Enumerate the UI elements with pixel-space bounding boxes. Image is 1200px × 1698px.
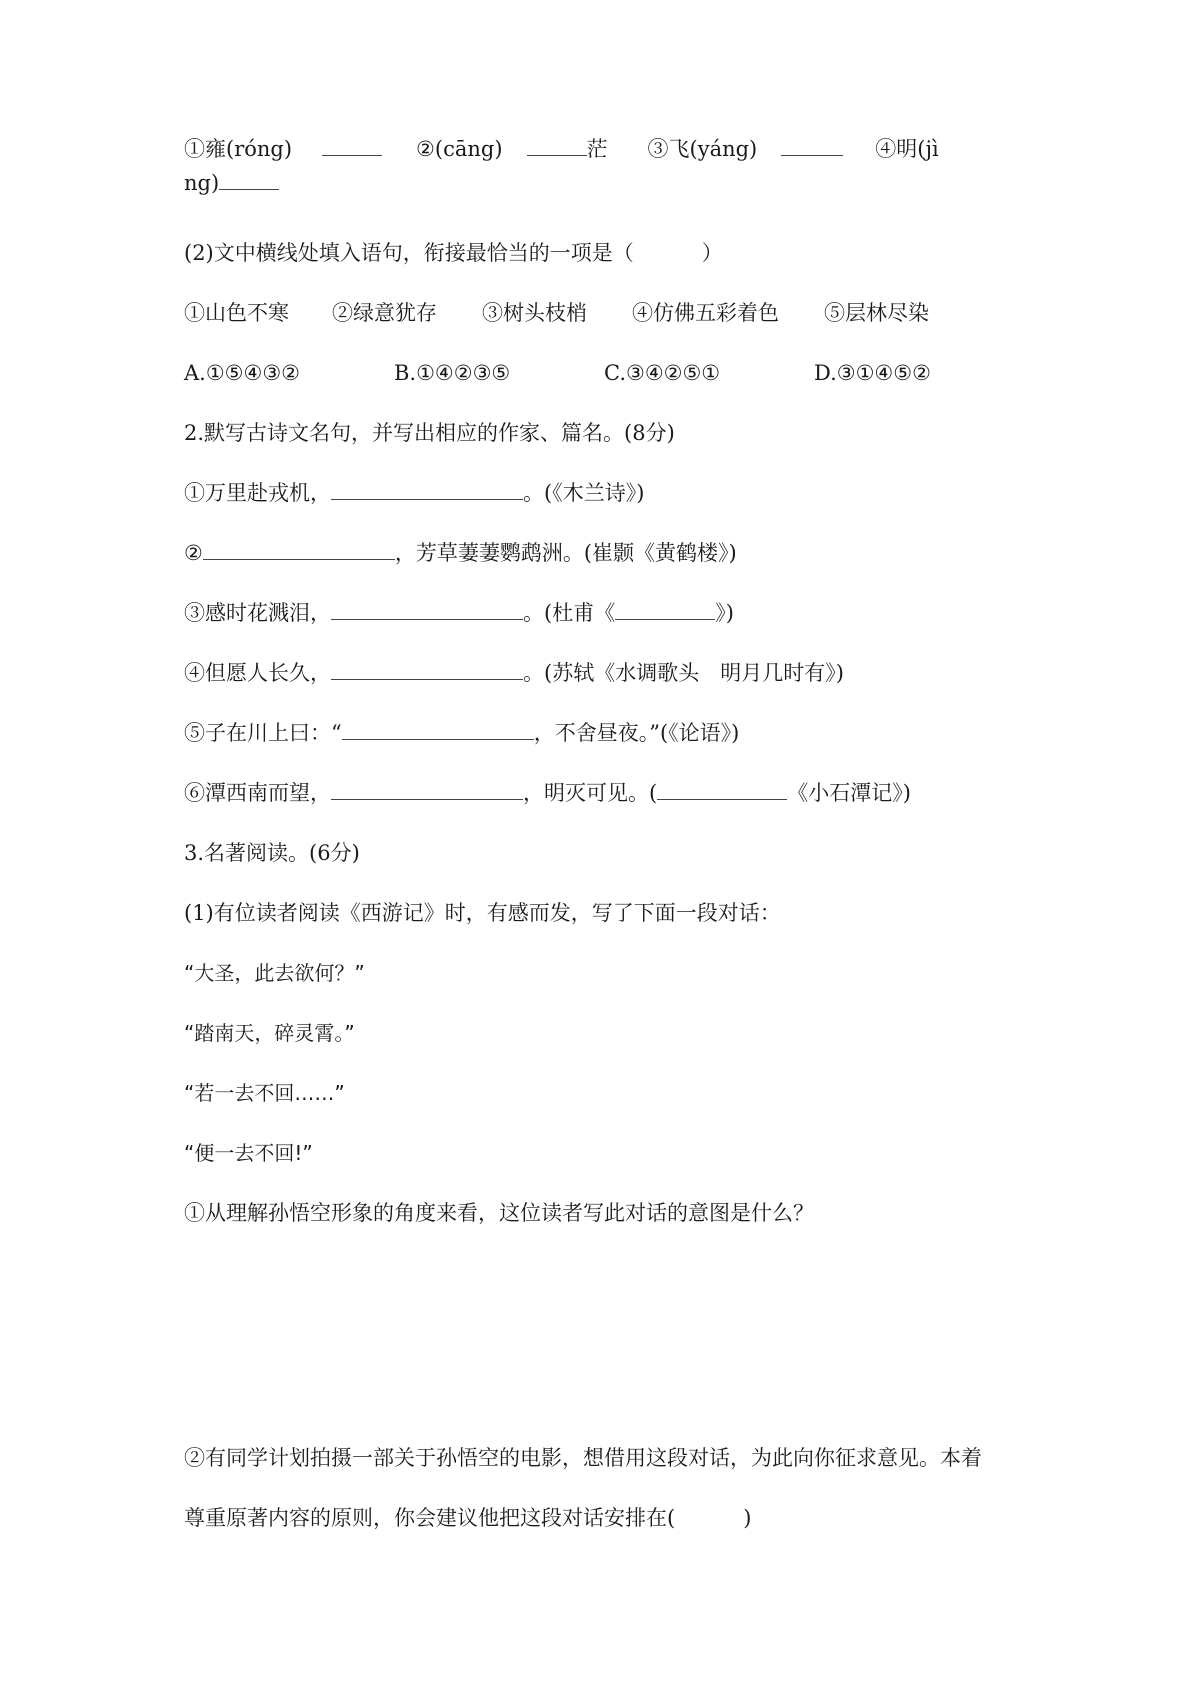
question-text-end: ) (743, 1506, 752, 1530)
q3-intro: (1)有位读者阅读《西游记》时，有感而发，写了下面一段对话： (184, 901, 781, 925)
q3-sub2-line2 (184, 1503, 1044, 1533)
pinyin-item-1: ①雍(róng) (184, 137, 293, 161)
question-text-end: ） (701, 241, 723, 265)
recite-line-6 (184, 778, 1044, 808)
recite-text: ⑤子在川上曰：“ (184, 721, 342, 745)
pinyin-item-2: ②(cāng) (416, 137, 503, 161)
q3-sub2-line1: ②有同学计划拍摄一部关于孙悟空的电影，想借用这段对话，为此向你征求意见。本着 (184, 1446, 982, 1470)
phrase-item: ③树头枝梢 (482, 301, 587, 325)
recite-text: 。(杜甫《 (523, 601, 616, 625)
phrase-item: ⑤层林尽染 (824, 301, 929, 325)
phrase-item: ②绿意犹存 (332, 301, 437, 325)
question-text: (2)文中横线处填入语句，衔接最恰当的一项是（ (184, 241, 634, 265)
pinyin-row (184, 134, 1044, 164)
q3-sub1: ①从理解孙悟空形象的角度来看，这位读者写此对话的意图是什么？ (184, 1201, 814, 1225)
recite-text: 。(《木兰诗》) (523, 481, 645, 505)
recite-text: 《小石潭记》) (787, 781, 911, 805)
q3-heading: 3.名著阅读。(6分) (184, 841, 360, 865)
option-c[interactable]: C.③④②⑤① (604, 361, 721, 385)
answer-blank[interactable] (203, 541, 395, 560)
recite-line-3 (184, 598, 1044, 628)
recite-text: ，芳草萋萋鹦鹉洲。(崔颢《黄鹤楼》) (394, 541, 737, 565)
recite-text: 》) (715, 601, 734, 625)
pinyin-item-2-suffix: 茫 (586, 137, 608, 161)
answer-blank[interactable] (527, 137, 587, 156)
recite-text: ③感时花溅泪， (184, 601, 331, 625)
pinyin-item-4-cont: ng) (184, 171, 220, 195)
recite-line-5 (184, 718, 1044, 748)
pinyin-row-cont (184, 168, 1044, 198)
answer-blank[interactable] (322, 137, 382, 156)
recite-text: ④但愿人长久， (184, 661, 331, 685)
answer-blank[interactable] (331, 781, 523, 800)
recite-text: ，不舍昼夜。”(《论语》) (533, 721, 740, 745)
q2-heading: 2.默写古诗文名句，并写出相应的作家、篇名。(8分) (184, 421, 675, 445)
answer-blank[interactable] (331, 481, 523, 500)
recite-text: ⑥潭西南而望， (184, 781, 331, 805)
phrase-item: ①山色不寒 (184, 301, 289, 325)
option-b[interactable]: B.①④②③⑤ (394, 361, 511, 385)
pinyin-item-3: ③飞(yáng) (647, 137, 758, 161)
answer-blank[interactable] (342, 721, 534, 740)
recite-line-2 (184, 538, 1044, 568)
answer-blank[interactable] (219, 171, 279, 190)
dialogue-line: “若一去不回……” (184, 1081, 345, 1105)
option-d[interactable]: D.③①④⑤② (814, 361, 931, 385)
question-sentence-fill (184, 238, 1044, 268)
recite-text: ，明灭可见。( (523, 781, 658, 805)
recite-text: ② (184, 541, 203, 565)
recite-line-1 (184, 478, 1044, 508)
question-text: 尊重原著内容的原则，你会建议他把这段对话安排在( (184, 1506, 676, 1530)
dialogue-line: “大圣，此去欲何？” (184, 961, 365, 985)
recite-text: ①万里赴戎机， (184, 481, 331, 505)
pinyin-item-4: ④明(jì (875, 137, 939, 161)
answer-blank[interactable] (657, 781, 787, 800)
option-a[interactable]: A.①⑤④③② (184, 361, 300, 385)
phrase-item: ④仿佛五彩着色 (632, 301, 779, 325)
dialogue-line: “便一去不回!” (184, 1141, 313, 1165)
answer-blank[interactable] (615, 601, 715, 620)
recite-text: 。(苏轼《水调歌头 明月几时有》) (523, 661, 844, 685)
recite-line-4 (184, 658, 1044, 688)
answer-blank[interactable] (331, 601, 523, 620)
answer-blank[interactable] (331, 661, 523, 680)
dialogue-line: “踏南天，碎灵霄。” (184, 1021, 355, 1045)
answer-blank[interactable] (781, 137, 843, 156)
